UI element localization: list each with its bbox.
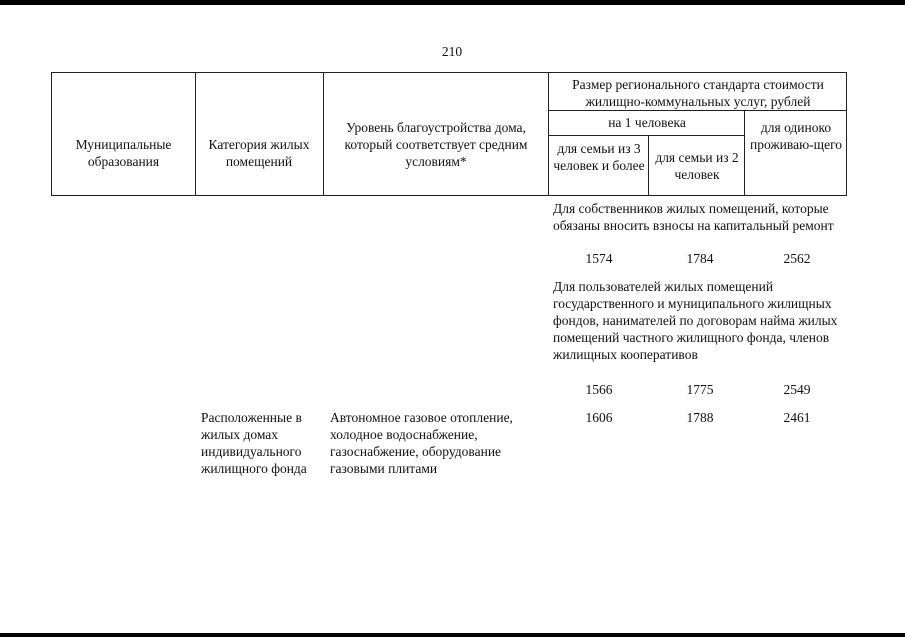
header-vline-6 <box>744 110 745 196</box>
group-label: Для собственников жилых помещений, которые обязаны вносить взносы на капитальный ремонт <box>553 201 834 233</box>
top-border <box>0 0 905 5</box>
header-standard: Размер регионального стандарта стоимости жилищно-коммунальных услуг, рублей <box>572 77 824 109</box>
header-bottom-rule <box>51 195 847 196</box>
value-family2: 1788 <box>686 410 714 425</box>
header-vline-3 <box>323 72 324 196</box>
page-number: 210 <box>441 44 463 59</box>
value-family3: 1606 <box>585 410 613 425</box>
value-family3: 1566 <box>585 382 613 397</box>
value-family3: 1574 <box>585 251 613 266</box>
header-vline-7 <box>846 72 847 196</box>
value-family2: 1775 <box>686 382 714 397</box>
group-label: Для пользователей жилых помещений государственного и муниципального жилищных фондов, нанимателей по договорам найма жилых помещений частного жилищного фонда, членов жилищных кооперативов <box>553 279 838 362</box>
header-family2: для семьи из 2 человек <box>655 150 739 182</box>
row-level: Автономное газовое отопление, холодное водоснабжение, газоснабжение, оборудование газовыми плитами <box>330 410 513 476</box>
header-category: Категория жилых помещений <box>208 137 310 169</box>
bottom-border <box>0 633 905 637</box>
value-single: 2562 <box>783 251 811 266</box>
value-single: 2549 <box>783 382 811 397</box>
header-level: Уровень благоустройства дома, который соответствует средним условиям* <box>344 120 528 169</box>
header-family3: для семьи из 3 человек и более <box>553 141 645 173</box>
header-top-rule <box>51 72 847 73</box>
header-per-person: на 1 человека <box>608 115 686 130</box>
header-vline-1 <box>51 72 52 196</box>
header-vline-4 <box>548 72 549 196</box>
header-vline-5 <box>648 135 649 196</box>
header-single: для одиноко проживаю-щего <box>749 120 843 152</box>
row-category: Расположенные в жилых домах индивидуального жилищного фонда <box>201 410 307 476</box>
header-rule-standard <box>548 110 847 111</box>
header-vline-2 <box>195 72 196 196</box>
header-rule-per-person <box>548 135 744 136</box>
value-single: 2461 <box>783 410 811 425</box>
header-municipal: Муниципальные образования <box>75 137 172 169</box>
value-family2: 1784 <box>686 251 714 266</box>
